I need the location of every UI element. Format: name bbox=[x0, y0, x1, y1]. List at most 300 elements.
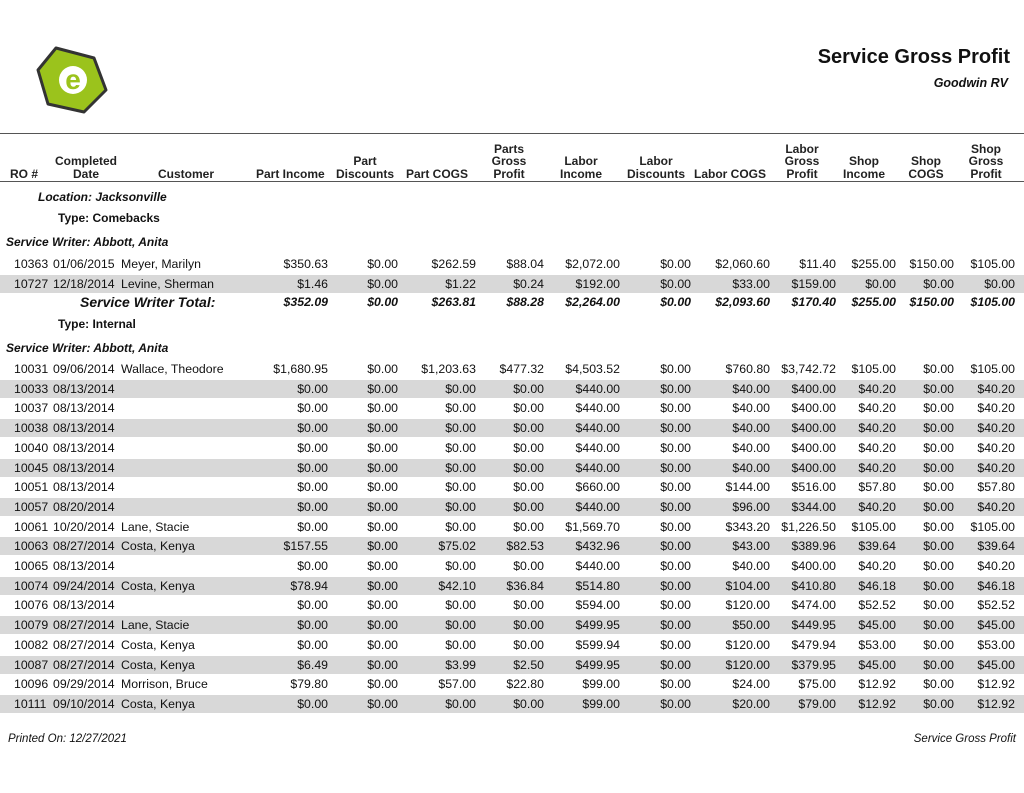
cell-part-income: $78.94 bbox=[290, 578, 328, 593]
cell-shop-gp: $53.00 bbox=[977, 637, 1015, 652]
total-part-income: $352.09 bbox=[283, 295, 328, 309]
logo-letter: e bbox=[65, 64, 81, 95]
cell-part-income: $0.00 bbox=[297, 381, 328, 396]
cell-shop-cogs: $0.00 bbox=[923, 381, 954, 396]
cell-customer: Lane, Stacie bbox=[121, 519, 190, 534]
cell-shop-gp: $40.20 bbox=[977, 401, 1015, 416]
cell-part-income: $0.00 bbox=[297, 696, 328, 711]
cell-labor-gp: $400.00 bbox=[791, 440, 836, 455]
printed-on: Printed On: 12/27/2021 bbox=[8, 733, 127, 745]
total-shop-income: $255.00 bbox=[851, 295, 896, 309]
cell-part-discounts: $0.00 bbox=[367, 539, 398, 554]
cell-shop-cogs: $0.00 bbox=[923, 480, 954, 495]
cell-ro: 10063 bbox=[14, 539, 49, 554]
cell-shop-income: $0.00 bbox=[865, 276, 896, 291]
cell-part-income: $1.46 bbox=[297, 276, 328, 291]
col-labor-discounts: Labor Discounts bbox=[626, 154, 685, 181]
cell-part-discounts: $0.00 bbox=[367, 618, 398, 633]
col-part-income: Part Income bbox=[256, 166, 325, 181]
table-row bbox=[0, 380, 1024, 398]
cell-shop-income: $52.52 bbox=[858, 598, 896, 613]
cell-part-discounts: $0.00 bbox=[367, 257, 398, 271]
cell-labor-cogs: $40.00 bbox=[732, 440, 770, 455]
cell-date: 09/06/2014 bbox=[53, 362, 115, 376]
cell-part-income: $350.63 bbox=[283, 257, 328, 271]
cell-labor-cogs: $343.20 bbox=[725, 519, 770, 534]
cell-shop-gp: $0.00 bbox=[984, 276, 1015, 291]
cell-part-cogs: $0.00 bbox=[445, 618, 476, 633]
cell-part-discounts: $0.00 bbox=[367, 657, 398, 672]
cell-part-discounts: $0.00 bbox=[367, 677, 398, 692]
cell-parts-gp: $0.00 bbox=[513, 519, 544, 534]
cell-labor-gp: $3,742.72 bbox=[781, 362, 836, 376]
cell-part-income: $0.00 bbox=[297, 559, 328, 573]
cell-part-cogs: $0.00 bbox=[445, 460, 476, 475]
cell-labor-gp: $379.95 bbox=[791, 657, 836, 672]
cell-shop-gp: $40.20 bbox=[977, 460, 1015, 475]
cell-labor-discounts: $0.00 bbox=[660, 401, 691, 416]
cell-ro: 10037 bbox=[14, 401, 49, 416]
cell-part-cogs: $0.00 bbox=[445, 480, 476, 495]
cell-parts-gp: $0.00 bbox=[513, 598, 544, 613]
cell-date: 08/13/2014 bbox=[53, 559, 115, 573]
cell-labor-income: $499.95 bbox=[575, 618, 620, 633]
cell-date: 08/13/2014 bbox=[53, 381, 115, 396]
cell-shop-gp: $39.64 bbox=[977, 539, 1015, 554]
table-row bbox=[0, 518, 1024, 536]
service-writer-label: Service Writer: Abbott, Anita bbox=[6, 341, 169, 355]
cell-shop-cogs: $0.00 bbox=[923, 440, 954, 455]
cell-date: 08/27/2014 bbox=[53, 618, 115, 633]
cell-part-income: $0.00 bbox=[297, 421, 328, 436]
cell-part-income: $0.00 bbox=[297, 401, 328, 416]
cell-part-discounts: $0.00 bbox=[367, 381, 398, 396]
total-labor-cogs: $2,093.60 bbox=[715, 295, 770, 309]
cell-shop-income: $40.20 bbox=[858, 499, 896, 514]
cell-labor-cogs: $2,060.60 bbox=[715, 257, 770, 271]
cell-shop-cogs: $0.00 bbox=[923, 362, 954, 376]
cell-part-cogs: $1.22 bbox=[445, 276, 476, 291]
cell-part-discounts: $0.00 bbox=[367, 696, 398, 711]
cell-labor-gp: $400.00 bbox=[791, 401, 836, 416]
cell-shop-income: $40.20 bbox=[858, 401, 896, 416]
cell-labor-cogs: $120.00 bbox=[725, 598, 770, 613]
cell-part-discounts: $0.00 bbox=[367, 401, 398, 416]
service-writer-value: Abbott, Anita bbox=[93, 341, 169, 355]
cell-customer: Morrison, Bruce bbox=[121, 677, 208, 692]
cell-part-income: $6.49 bbox=[297, 657, 328, 672]
cell-labor-discounts: $0.00 bbox=[660, 677, 691, 692]
cell-shop-cogs: $0.00 bbox=[923, 499, 954, 514]
cell-parts-gp: $0.00 bbox=[513, 460, 544, 475]
cell-shop-cogs: $0.00 bbox=[923, 657, 954, 672]
cell-part-cogs: $0.00 bbox=[445, 440, 476, 455]
cell-shop-income: $255.00 bbox=[851, 257, 896, 271]
cell-labor-gp: $449.95 bbox=[791, 618, 836, 633]
cell-parts-gp: $2.50 bbox=[513, 657, 544, 672]
cell-customer: Costa, Kenya bbox=[121, 578, 195, 593]
cell-part-discounts: $0.00 bbox=[367, 578, 398, 593]
cell-part-cogs: $262.59 bbox=[431, 257, 476, 271]
cell-date: 08/13/2014 bbox=[53, 598, 115, 613]
cell-labor-income: $4,503.52 bbox=[565, 362, 620, 376]
cell-shop-gp: $46.18 bbox=[977, 578, 1015, 593]
cell-customer: Costa, Kenya bbox=[121, 539, 195, 554]
cell-part-cogs: $0.00 bbox=[445, 421, 476, 436]
cell-parts-gp: $82.53 bbox=[506, 539, 544, 554]
cell-shop-cogs: $0.00 bbox=[923, 696, 954, 711]
cell-ro: 10051 bbox=[14, 480, 49, 495]
cell-part-income: $157.55 bbox=[283, 539, 328, 554]
cell-parts-gp: $0.00 bbox=[513, 618, 544, 633]
cell-ro: 10065 bbox=[14, 559, 49, 573]
total-parts-gp: $88.28 bbox=[506, 295, 544, 309]
footer-report-name: Service Gross Profit bbox=[913, 733, 1016, 745]
cell-part-discounts: $0.00 bbox=[367, 480, 398, 495]
cell-labor-cogs: $33.00 bbox=[732, 276, 770, 291]
total-shop-cogs: $150.00 bbox=[909, 295, 954, 309]
cell-shop-gp: $40.20 bbox=[977, 381, 1015, 396]
cell-labor-income: $440.00 bbox=[575, 460, 620, 475]
cell-shop-income: $105.00 bbox=[851, 519, 896, 534]
cell-shop-income: $12.92 bbox=[858, 696, 896, 711]
cell-part-cogs: $0.00 bbox=[445, 381, 476, 396]
cell-labor-cogs: $104.00 bbox=[725, 578, 770, 593]
cell-labor-gp: $400.00 bbox=[791, 460, 836, 475]
company-name: Goodwin RV bbox=[933, 76, 1008, 90]
cell-parts-gp: $36.84 bbox=[506, 578, 544, 593]
cell-shop-income: $39.64 bbox=[858, 539, 896, 554]
service-writer-value: Abbott, Anita bbox=[93, 235, 169, 249]
cell-shop-gp: $52.52 bbox=[977, 598, 1015, 613]
cell-date: 08/27/2014 bbox=[53, 637, 115, 652]
cell-part-cogs: $0.00 bbox=[445, 401, 476, 416]
table-row bbox=[0, 616, 1024, 634]
cell-labor-gp: $479.94 bbox=[791, 637, 836, 652]
cell-part-cogs: $0.00 bbox=[445, 696, 476, 711]
cell-labor-cogs: $40.00 bbox=[732, 401, 770, 416]
cell-customer: Levine, Sherman bbox=[121, 276, 214, 291]
cell-labor-income: $99.00 bbox=[582, 696, 620, 711]
cell-part-income: $79.80 bbox=[290, 677, 328, 692]
cell-labor-gp: $11.40 bbox=[799, 257, 836, 271]
cell-parts-gp: $88.04 bbox=[506, 257, 544, 271]
cell-ro: 10061 bbox=[14, 519, 49, 534]
cell-labor-discounts: $0.00 bbox=[660, 519, 691, 534]
cell-customer: Costa, Kenya bbox=[121, 637, 195, 652]
cell-labor-gp: $410.80 bbox=[791, 578, 836, 593]
type-value: Comebacks bbox=[92, 211, 160, 225]
cell-date: 08/13/2014 bbox=[53, 421, 115, 436]
table-row bbox=[0, 537, 1024, 555]
cell-customer: Wallace, Theodore bbox=[121, 362, 224, 376]
cell-labor-income: $440.00 bbox=[575, 381, 620, 396]
table-row bbox=[0, 695, 1024, 713]
cell-shop-income: $46.18 bbox=[858, 578, 896, 593]
cell-shop-income: $57.80 bbox=[858, 480, 896, 495]
cell-labor-discounts: $0.00 bbox=[660, 637, 691, 652]
cell-part-cogs: $1,203.63 bbox=[421, 362, 476, 376]
table-row bbox=[0, 577, 1024, 595]
total-labor-income: $2,264.00 bbox=[565, 295, 620, 309]
cell-part-discounts: $0.00 bbox=[367, 519, 398, 534]
col-ro: RO # bbox=[10, 166, 39, 181]
cell-part-discounts: $0.00 bbox=[367, 276, 398, 291]
cell-labor-cogs: $40.00 bbox=[732, 559, 770, 573]
cell-shop-gp: $12.92 bbox=[977, 677, 1015, 692]
cell-part-income: $0.00 bbox=[297, 480, 328, 495]
cell-ro: 10111 bbox=[14, 696, 47, 711]
cell-part-cogs: $3.99 bbox=[445, 657, 476, 672]
cell-labor-income: $440.00 bbox=[575, 440, 620, 455]
cell-ro: 10079 bbox=[14, 618, 49, 633]
col-shop-gross-profit: Shop Gross Profit bbox=[968, 141, 1004, 181]
type-label-comebacks: Type: Comebacks bbox=[58, 211, 160, 225]
cell-parts-gp: $0.00 bbox=[513, 559, 544, 573]
cell-parts-gp: $0.00 bbox=[513, 421, 544, 436]
cell-labor-discounts: $0.00 bbox=[660, 421, 691, 436]
cell-labor-gp: $344.00 bbox=[791, 499, 836, 514]
cell-ro: 10363 bbox=[14, 257, 49, 271]
cell-parts-gp: $0.00 bbox=[513, 440, 544, 455]
cell-date: 08/13/2014 bbox=[53, 480, 115, 495]
cell-shop-cogs: $0.00 bbox=[923, 618, 954, 633]
cell-labor-discounts: $0.00 bbox=[660, 578, 691, 593]
col-completed-date: Completed Date bbox=[54, 154, 117, 181]
cell-shop-gp: $40.20 bbox=[977, 559, 1015, 573]
table-row bbox=[0, 636, 1024, 654]
col-shop-income: Shop Income bbox=[842, 154, 885, 181]
table-row bbox=[0, 596, 1024, 614]
col-shop-cogs: Shop COGS bbox=[908, 154, 944, 181]
cell-part-discounts: $0.00 bbox=[367, 460, 398, 475]
cell-shop-income: $12.92 bbox=[858, 677, 896, 692]
cell-labor-gp: $400.00 bbox=[791, 381, 836, 396]
cell-shop-gp: $45.00 bbox=[977, 657, 1015, 672]
type-value: Internal bbox=[92, 317, 136, 331]
table-row bbox=[0, 656, 1024, 674]
cell-labor-cogs: $96.00 bbox=[732, 499, 770, 514]
cell-labor-gp: $75.00 bbox=[798, 677, 836, 692]
cell-part-cogs: $0.00 bbox=[445, 499, 476, 514]
cell-part-income: $0.00 bbox=[297, 440, 328, 455]
cell-shop-cogs: $0.00 bbox=[923, 559, 954, 573]
cell-labor-income: $440.00 bbox=[575, 401, 620, 416]
cell-labor-income: $594.00 bbox=[575, 598, 620, 613]
cell-date: 08/27/2014 bbox=[53, 539, 115, 554]
cell-labor-gp: $400.00 bbox=[791, 559, 836, 573]
cell-ro: 10076 bbox=[14, 598, 49, 613]
total-part-discounts: $0.00 bbox=[367, 295, 398, 309]
cell-labor-gp: $400.00 bbox=[791, 421, 836, 436]
cell-parts-gp: $0.00 bbox=[513, 480, 544, 495]
cell-date: 08/27/2014 bbox=[53, 657, 115, 672]
cell-shop-income: $45.00 bbox=[858, 618, 896, 633]
cell-date: 08/20/2014 bbox=[53, 499, 115, 514]
cell-labor-gp: $474.00 bbox=[791, 598, 836, 613]
cell-date: 09/24/2014 bbox=[53, 578, 115, 593]
company-logo bbox=[36, 46, 108, 114]
cell-part-discounts: $0.00 bbox=[367, 598, 398, 613]
cell-labor-cogs: $144.00 bbox=[725, 480, 770, 495]
cell-shop-income: $40.20 bbox=[858, 440, 896, 455]
cell-date: 08/13/2014 bbox=[53, 460, 115, 475]
cell-labor-discounts: $0.00 bbox=[660, 598, 691, 613]
report-title: Service Gross Profit bbox=[817, 46, 1010, 68]
cell-ro: 10031 bbox=[14, 362, 49, 376]
service-writer-total-label: Service Writer Total: bbox=[80, 294, 216, 310]
cell-labor-discounts: $0.00 bbox=[660, 276, 691, 291]
cell-shop-cogs: $0.00 bbox=[923, 637, 954, 652]
cell-customer: Lane, Stacie bbox=[121, 618, 190, 633]
cell-part-cogs: $0.00 bbox=[445, 559, 476, 573]
cell-labor-gp: $516.00 bbox=[791, 480, 836, 495]
cell-shop-income: $40.20 bbox=[858, 421, 896, 436]
cell-labor-cogs: $760.80 bbox=[725, 362, 770, 376]
table-row bbox=[0, 498, 1024, 516]
cell-part-income: $0.00 bbox=[297, 499, 328, 514]
cell-date: 08/13/2014 bbox=[53, 401, 115, 416]
table-row bbox=[0, 675, 1024, 693]
cell-labor-discounts: $0.00 bbox=[660, 696, 691, 711]
cell-labor-cogs: $120.00 bbox=[725, 657, 770, 672]
cell-labor-income: $99.00 bbox=[582, 677, 620, 692]
cell-ro: 10038 bbox=[14, 421, 49, 436]
cell-labor-discounts: $0.00 bbox=[660, 657, 691, 672]
cell-part-discounts: $0.00 bbox=[367, 421, 398, 436]
cell-parts-gp: $0.24 bbox=[513, 276, 544, 291]
cell-labor-income: $440.00 bbox=[575, 421, 620, 436]
cell-shop-gp: $105.00 bbox=[970, 362, 1015, 376]
location-value: Jacksonville bbox=[95, 190, 167, 204]
cell-ro: 10096 bbox=[14, 677, 49, 692]
cell-shop-cogs: $150.00 bbox=[909, 257, 954, 271]
cell-labor-cogs: $40.00 bbox=[732, 421, 770, 436]
cell-labor-discounts: $0.00 bbox=[660, 559, 691, 573]
cell-labor-income: $192.00 bbox=[575, 276, 620, 291]
total-part-cogs: $263.81 bbox=[431, 295, 476, 309]
total-shop-gp: $105.00 bbox=[970, 295, 1015, 309]
cell-part-income: $1,680.95 bbox=[273, 362, 328, 376]
table-row bbox=[0, 478, 1024, 496]
cell-part-discounts: $0.00 bbox=[367, 362, 398, 376]
cell-labor-cogs: $40.00 bbox=[732, 460, 770, 475]
col-labor-gross-profit: Labor Gross Profit bbox=[784, 141, 820, 181]
cell-labor-discounts: $0.00 bbox=[660, 362, 691, 376]
cell-labor-cogs: $20.00 bbox=[732, 696, 770, 711]
cell-shop-income: $40.20 bbox=[858, 460, 896, 475]
cell-labor-cogs: $43.00 bbox=[732, 539, 770, 554]
cell-labor-cogs: $40.00 bbox=[732, 381, 770, 396]
cell-date: 09/10/2014 bbox=[53, 696, 115, 711]
cell-shop-cogs: $0.00 bbox=[923, 421, 954, 436]
cell-labor-discounts: $0.00 bbox=[660, 618, 691, 633]
cell-part-cogs: $0.00 bbox=[445, 637, 476, 652]
col-part-discounts: Part Discounts bbox=[335, 154, 394, 181]
cell-labor-discounts: $0.00 bbox=[660, 480, 691, 495]
cell-customer: Costa, Kenya bbox=[121, 696, 195, 711]
cell-part-cogs: $0.00 bbox=[445, 519, 476, 534]
cell-part-income: $0.00 bbox=[297, 618, 328, 633]
table-row bbox=[0, 399, 1024, 417]
cell-labor-gp: $389.96 bbox=[791, 539, 836, 554]
cell-shop-gp: $40.20 bbox=[977, 499, 1015, 514]
col-part-cogs: Part COGS bbox=[406, 166, 469, 181]
cell-labor-discounts: $0.00 bbox=[660, 381, 691, 396]
cell-parts-gp: $477.32 bbox=[499, 362, 544, 376]
table-row bbox=[0, 439, 1024, 457]
table-row bbox=[0, 419, 1024, 437]
cell-part-cogs: $75.02 bbox=[438, 539, 476, 554]
cell-shop-gp: $105.00 bbox=[970, 519, 1015, 534]
table-row bbox=[0, 275, 1024, 293]
cell-shop-cogs: $0.00 bbox=[923, 598, 954, 613]
cell-customer: Meyer, Marilyn bbox=[121, 257, 201, 271]
cell-date: 12/18/2014 bbox=[53, 276, 115, 291]
cell-ro: 10087 bbox=[14, 657, 49, 672]
cell-ro: 10074 bbox=[14, 578, 49, 593]
cell-date: 01/06/2015 bbox=[53, 257, 115, 271]
cell-labor-cogs: $24.00 bbox=[732, 677, 770, 692]
cell-ro: 10045 bbox=[14, 460, 49, 475]
type-label-internal: Type: Internal bbox=[58, 317, 136, 331]
cell-part-discounts: $0.00 bbox=[367, 499, 398, 514]
cell-parts-gp: $0.00 bbox=[513, 637, 544, 652]
cell-part-cogs: $57.00 bbox=[438, 677, 476, 692]
cell-labor-discounts: $0.00 bbox=[660, 257, 691, 271]
table-row bbox=[0, 557, 1024, 575]
col-labor-cogs: Labor COGS bbox=[694, 166, 767, 181]
cell-shop-gp: $12.92 bbox=[977, 696, 1015, 711]
cell-labor-discounts: $0.00 bbox=[660, 460, 691, 475]
cell-shop-cogs: $0.00 bbox=[923, 578, 954, 593]
cell-part-cogs: $0.00 bbox=[445, 598, 476, 613]
total-labor-discounts: $0.00 bbox=[660, 295, 691, 309]
cell-shop-income: $45.00 bbox=[858, 657, 896, 672]
cell-labor-income: $440.00 bbox=[575, 559, 620, 573]
cell-labor-income: $2,072.00 bbox=[565, 257, 620, 271]
column-header bbox=[0, 133, 1024, 182]
cell-ro: 10727 bbox=[14, 276, 49, 291]
cell-labor-gp: $79.00 bbox=[798, 696, 836, 711]
cell-labor-income: $660.00 bbox=[575, 480, 620, 495]
col-parts-gross-profit: Parts Gross Profit bbox=[491, 141, 527, 181]
cell-labor-discounts: $0.00 bbox=[660, 539, 691, 554]
cell-parts-gp: $22.80 bbox=[506, 677, 544, 692]
cell-shop-income: $40.20 bbox=[858, 559, 896, 573]
cell-date: 10/20/2014 bbox=[53, 519, 115, 534]
cell-labor-income: $499.95 bbox=[575, 657, 620, 672]
cell-labor-income: $514.80 bbox=[575, 578, 620, 593]
cell-date: 08/13/2014 bbox=[53, 440, 115, 455]
cell-ro: 10040 bbox=[14, 440, 49, 455]
cell-shop-income: $40.20 bbox=[858, 381, 896, 396]
cell-part-income: $0.00 bbox=[297, 519, 328, 534]
cell-part-discounts: $0.00 bbox=[367, 559, 398, 573]
col-customer: Customer bbox=[158, 166, 215, 181]
table-row bbox=[0, 360, 1024, 378]
cell-parts-gp: $0.00 bbox=[513, 401, 544, 416]
cell-shop-gp: $45.00 bbox=[977, 618, 1015, 633]
cell-labor-income: $599.94 bbox=[575, 637, 620, 652]
cell-labor-discounts: $0.00 bbox=[660, 499, 691, 514]
cell-labor-cogs: $120.00 bbox=[725, 637, 770, 652]
cell-part-discounts: $0.00 bbox=[367, 637, 398, 652]
cell-part-income: $0.00 bbox=[297, 637, 328, 652]
cell-part-discounts: $0.00 bbox=[367, 440, 398, 455]
cell-date: 09/29/2014 bbox=[53, 677, 115, 692]
cell-labor-income: $440.00 bbox=[575, 499, 620, 514]
